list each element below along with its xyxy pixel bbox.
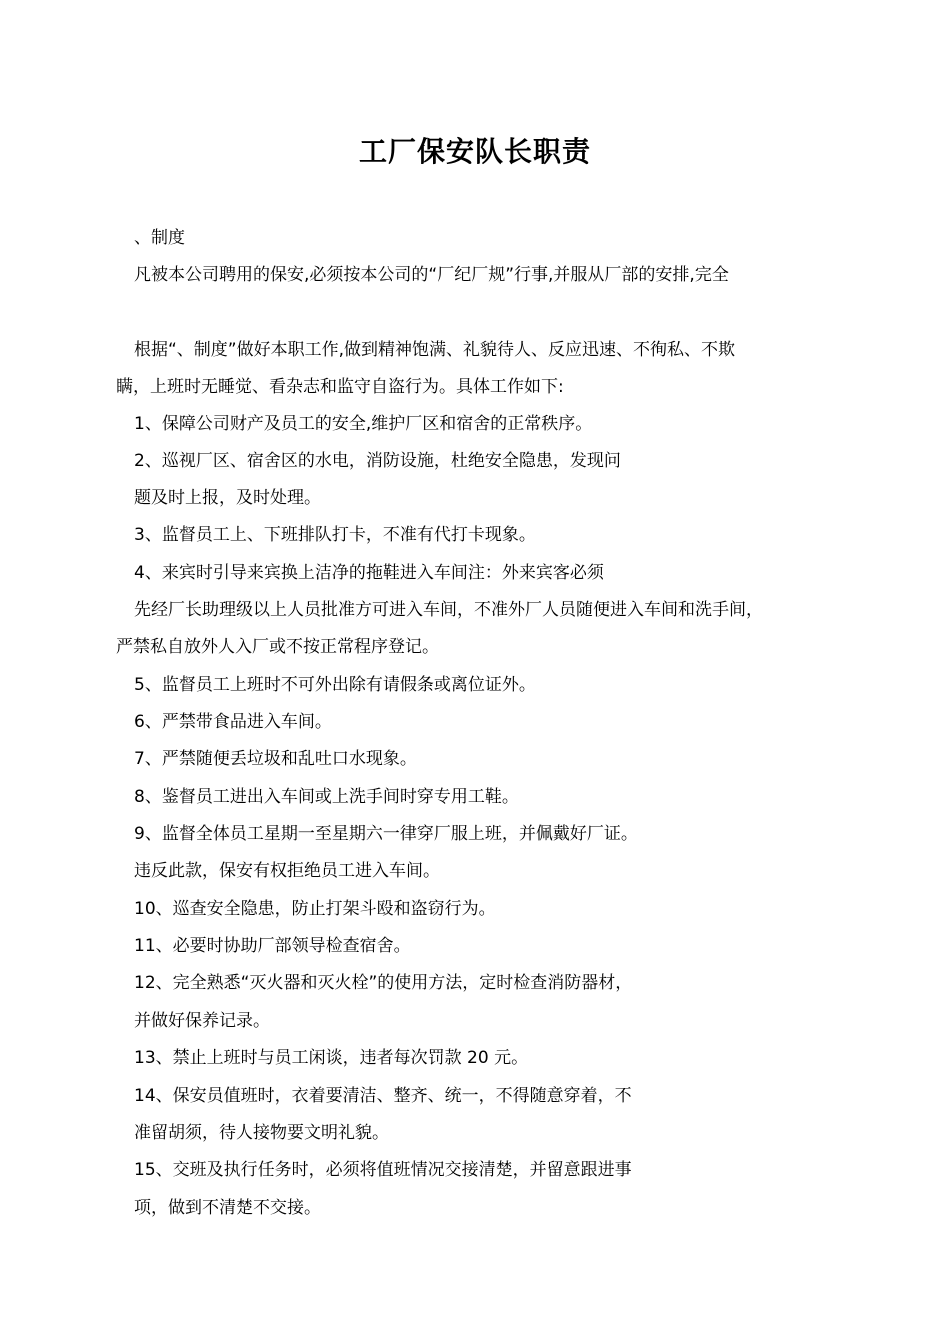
list-item: 10、巡查安全隐患，防止打架斗殴和盗窃行为。: [134, 899, 496, 919]
list-item-continuation: 项，做到不清楚不交接。: [134, 1198, 321, 1218]
list-item: 14、保安员值班时，衣着要清洁、整齐、统一，不得随意穿着，不: [134, 1086, 632, 1106]
list-item: 9、监督全体员工星期一至星期六一律穿厂服上班，并佩戴好厂证。: [134, 824, 638, 844]
list-item: 15、交班及执行任务时，必须将值班情况交接清楚，并留意跟进事: [134, 1160, 632, 1180]
list-item: 1、保障公司财产及员工的安全,维护厂区和宿舍的正常秩序。: [134, 414, 593, 434]
list-item: 6、严禁带食品进入车间。: [134, 712, 332, 732]
document-title: 工厂保安队长职责: [358, 135, 591, 168]
list-item: 5、监督员工上班时不可外出除有请假条或离位证外。: [134, 675, 536, 695]
list-item: 3、监督员工上、下班排队打卡，不准有代打卡现象。: [134, 525, 536, 545]
list-item-continuation: 并做好保养记录。: [134, 1011, 270, 1031]
list-item: 12、完全熟悉“灭火器和灭火栓”的使用方法，定时检查消防器材，: [134, 973, 633, 993]
list-item: 8、鉴督员工进出入车间或上洗手间时穿专用工鞋。: [134, 787, 519, 807]
list-item-continuation: 题及时上报，及时处理。: [134, 488, 321, 508]
paragraph-line: 凡被本公司聘用的保安,必须按本公司的“厂纪厂规”行事,并服从厂部的安排,完全: [134, 265, 729, 285]
list-item-continuation: 严禁私自放外人入厂或不按正常程序登记。: [116, 637, 439, 657]
list-item: 13、禁止上班时与员工闲谈，违者每次罚款 20 元。: [134, 1048, 529, 1068]
list-item: 2、巡视厂区、宿舍区的水电，消防设施，杜绝安全隐患，发现问: [134, 451, 621, 471]
paragraph-line: 瞒，上班时无睡觉、看杂志和监守自盗行为。具体工作如下:: [116, 377, 564, 397]
list-item-continuation: 违反此款，保安有权拒绝员工进入车间。: [134, 861, 440, 881]
list-item: 7、严禁随便丢垃圾和乱吐口水现象。: [134, 749, 417, 769]
section-heading: 、制度: [134, 228, 185, 248]
list-item: 11、必要时协助厂部领导检查宿舍。: [134, 936, 411, 956]
paragraph-line: 根据“、制度”做好本职工作,做到精神饱满、礼貌待人、反应迅速、不徇私、不欺: [134, 340, 736, 360]
list-item: 4、来宾时引导来宾换上洁净的拖鞋进入车间注：外来宾客必须: [134, 563, 604, 583]
list-item-continuation: 先经厂长助理级以上人员批准方可进入车间，不准外厂人员随便进入车间和洗手间，: [134, 600, 763, 620]
list-item-continuation: 准留胡须，待人接物要文明礼貌。: [134, 1123, 389, 1143]
